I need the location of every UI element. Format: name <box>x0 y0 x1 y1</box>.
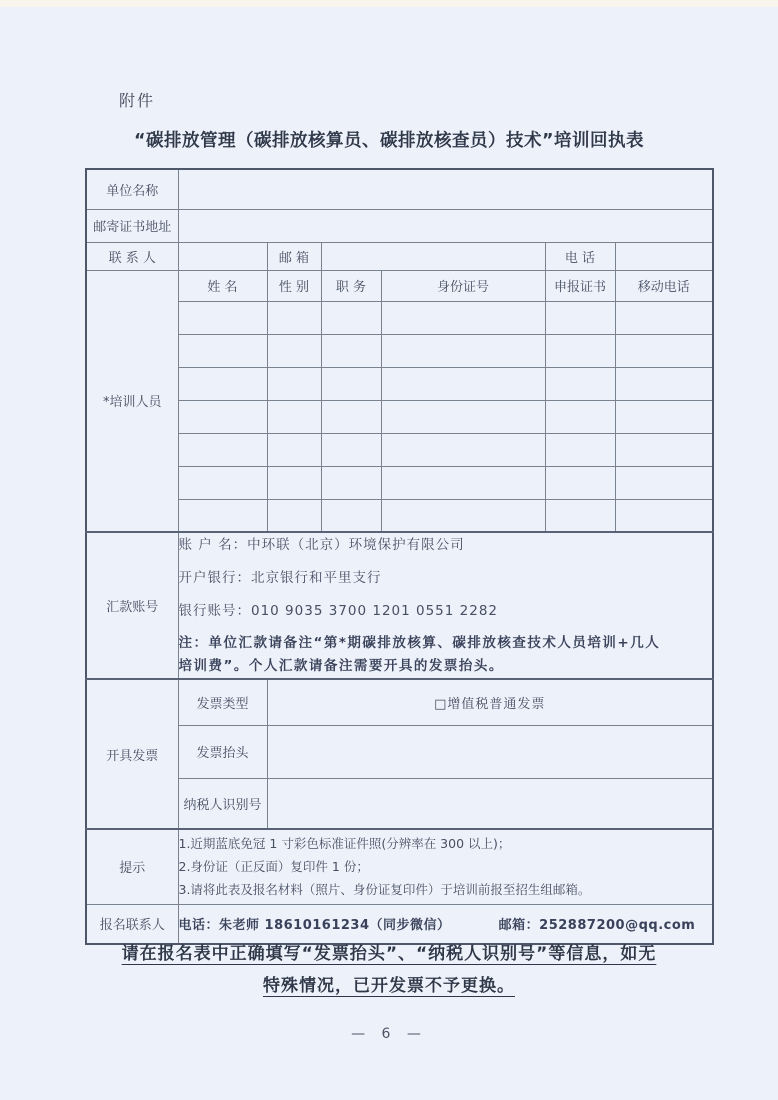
registration-contact-email: 邮箱：252887200@qq.com <box>498 918 696 934</box>
remittance-note-line1: 注：单位汇款请备注“第*期碳排放核算、碳排放核查技术人员培训+几人 <box>178 635 661 651</box>
trainee-certificate-cell <box>545 367 615 400</box>
trainee-col-mobile: 移动电话 <box>615 270 713 301</box>
mailing-address-value-cell <box>178 209 713 242</box>
trainee-certificate-cell <box>545 334 615 367</box>
taxpayer-id-value-cell <box>267 778 713 829</box>
tip-item-3: 3.请将此表及报名材料（照片、身份证复印件）于培训前报至招生组邮箱。 <box>178 882 591 898</box>
tips-label: 提示 <box>86 829 178 904</box>
tip-item-1: 1.近期蓝底免冠 1 寸彩色标准证件照(分辨率在 300 以上)； <box>178 836 511 852</box>
trainee-name-cell <box>178 334 267 367</box>
trainee-id-cell <box>381 367 545 400</box>
phone-label: 电 话 <box>545 242 615 270</box>
trainee-name-cell <box>178 400 267 433</box>
email-label: 邮 箱 <box>267 242 321 270</box>
trainee-mobile-cell <box>615 433 713 466</box>
contact-value-cell <box>178 242 267 270</box>
contact-row <box>86 242 713 270</box>
unit-name-row <box>86 169 713 209</box>
trainee-mobile-cell <box>615 400 713 433</box>
invoice-type-label: 发票类型 <box>178 679 267 725</box>
trainee-id-cell <box>381 466 545 499</box>
remittance-label: 汇款账号 <box>86 532 178 679</box>
mailing-address-label: 邮寄证书地址 <box>86 209 178 242</box>
trainee-row <box>86 499 713 532</box>
remittance-details-cell <box>178 532 713 679</box>
trainee-certificate-cell <box>545 400 615 433</box>
trainee-col-name: 姓 名 <box>178 270 267 301</box>
trainee-mobile-cell <box>615 334 713 367</box>
mailing-address-row <box>86 209 713 242</box>
trainee-col-certificate: 申报证书 <box>545 270 615 301</box>
trainee-id-cell <box>381 499 545 532</box>
remittance-account-number: 银行账号：010 9035 3700 1201 0551 2282 <box>178 603 499 619</box>
footer-notice-line2: 特殊情况，已开发票不予更换。 <box>263 976 515 996</box>
trainee-mobile-cell <box>615 367 713 400</box>
trainee-gender-cell <box>267 400 321 433</box>
trainee-name-cell <box>178 433 267 466</box>
trainee-position-cell <box>321 433 381 466</box>
tips-row <box>86 829 713 904</box>
registration-form-table <box>85 168 714 945</box>
taxpayer-id-label: 纳税人识别号 <box>178 778 267 829</box>
trainee-gender-cell <box>267 367 321 400</box>
trainee-row <box>86 466 713 499</box>
phone-value-cell <box>615 242 713 270</box>
trainee-mobile-cell <box>615 466 713 499</box>
invoice-type-value-cell <box>267 679 713 725</box>
invoice-title-label: 发票抬头 <box>178 725 267 778</box>
trainee-position-cell <box>321 301 381 334</box>
unit-name-value-cell <box>178 169 713 209</box>
trainee-name-cell <box>178 499 267 532</box>
vat-invoice-checkbox-option: □增值税普通发票 <box>434 696 546 712</box>
trainee-gender-cell <box>267 334 321 367</box>
trainee-id-cell <box>381 301 545 334</box>
page-number: — 6 — <box>351 1026 427 1042</box>
trainee-col-position: 职 务 <box>321 270 381 301</box>
trainee-position-cell <box>321 499 381 532</box>
trainee-gender-cell <box>267 466 321 499</box>
contact-label: 联 系 人 <box>86 242 178 270</box>
attachment-label: 附件 <box>119 91 156 110</box>
trainee-gender-cell <box>267 301 321 334</box>
email-value-cell <box>321 242 545 270</box>
page-title: “碳排放管理（碳排放核算员、碳排放核查员）技术”培训回执表 <box>133 131 644 151</box>
trainee-certificate-cell <box>545 301 615 334</box>
remittance-account-name: 账 户 名：中环联（北京）环境保护有限公司 <box>178 537 465 553</box>
trainee-position-cell <box>321 400 381 433</box>
trainee-mobile-cell <box>615 499 713 532</box>
trainee-row <box>86 367 713 400</box>
invoice-type-row <box>86 679 713 725</box>
unit-name-label: 单位名称 <box>86 169 178 209</box>
trainee-name-cell <box>178 301 267 334</box>
tips-content-cell <box>178 829 713 904</box>
registration-contact-label: 报名联系人 <box>86 904 178 944</box>
trainee-col-id-number: 身份证号 <box>381 270 545 301</box>
trainee-position-cell <box>321 334 381 367</box>
trainee-header-row <box>86 270 713 301</box>
trainee-certificate-cell <box>545 433 615 466</box>
footer-notice <box>49 938 729 1002</box>
remittance-row <box>86 532 713 679</box>
trainee-position-cell <box>321 466 381 499</box>
remittance-note-line2: 培训费”。个人汇款请备注需要开具的发票抬头。 <box>178 658 504 674</box>
trainee-row <box>86 301 713 334</box>
tip-item-2: 2.身份证（正反面）复印件 1 份； <box>178 859 369 875</box>
registration-contact-phone: 电话：朱老师 18610161234（同步微信） <box>178 918 451 934</box>
invoice-title-row <box>86 725 713 778</box>
invoice-title-value-cell <box>267 725 713 778</box>
trainee-certificate-cell <box>545 466 615 499</box>
trainee-id-cell <box>381 334 545 367</box>
trainees-label: *培训人员 <box>86 270 178 532</box>
scan-edge-strip <box>0 0 778 7</box>
trainee-id-cell <box>381 433 545 466</box>
trainee-mobile-cell <box>615 301 713 334</box>
trainee-row <box>86 400 713 433</box>
invoice-section-label: 开具发票 <box>86 679 178 829</box>
trainee-col-gender: 性 别 <box>267 270 321 301</box>
trainee-row <box>86 433 713 466</box>
trainee-position-cell <box>321 367 381 400</box>
trainee-row <box>86 334 713 367</box>
remittance-bank: 开户银行：北京银行和平里支行 <box>178 570 382 586</box>
trainee-gender-cell <box>267 433 321 466</box>
footer-notice-line1: 请在报名表中正确填写“发票抬头”、“纳税人识别号”等信息，如无 <box>121 944 657 964</box>
trainee-id-cell <box>381 400 545 433</box>
trainee-certificate-cell <box>545 499 615 532</box>
trainee-name-cell <box>178 367 267 400</box>
trainee-name-cell <box>178 466 267 499</box>
taxpayer-id-row <box>86 778 713 829</box>
trainee-gender-cell <box>267 499 321 532</box>
